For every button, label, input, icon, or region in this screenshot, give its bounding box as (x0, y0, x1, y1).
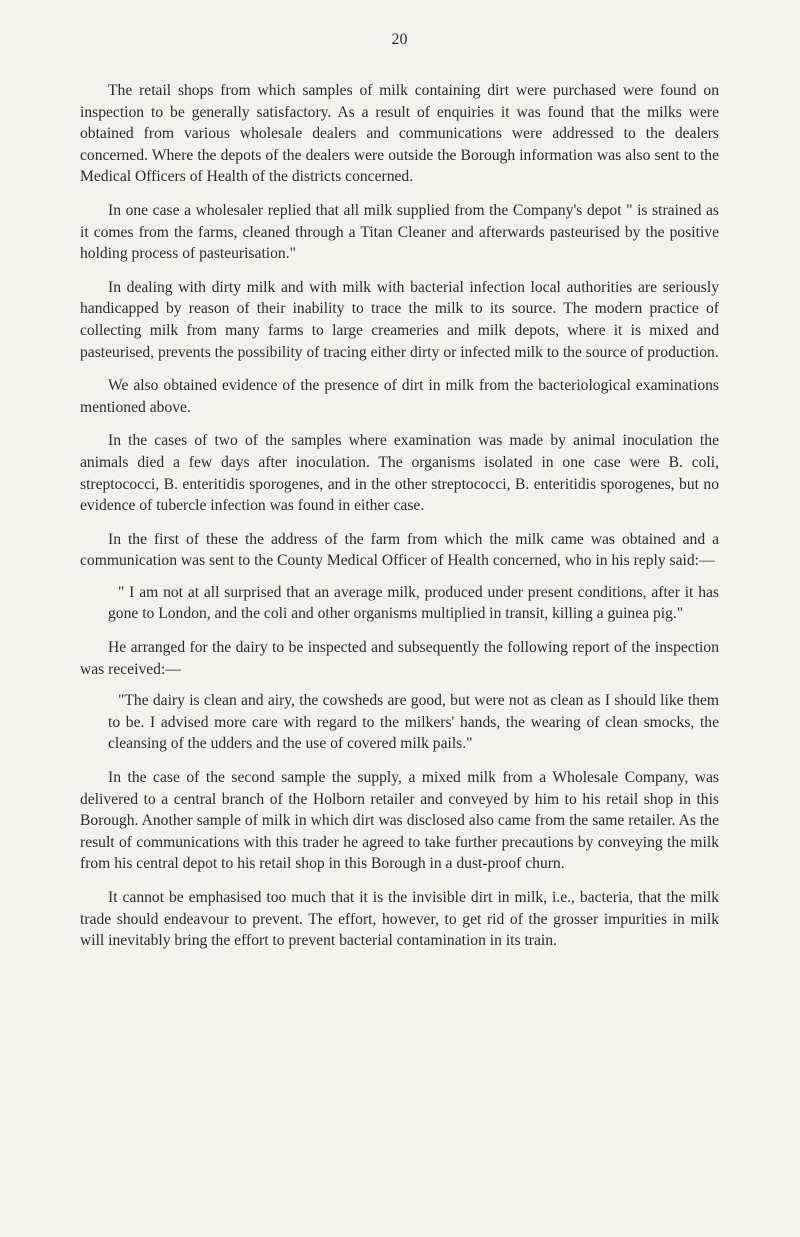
paragraph-first-sample: In the first of these the address of the farm from which the milk came was obtained and a communication was sent to the County Medical Officer of Health concerned, who in his reply said:— (80, 530, 719, 570)
quote-county-medical-officer: " I am not at all surprised that an average milk, produced under present conditions, after it has gone to London, and the coli and other organisms multiplied in transit, killing a guinea pig." (108, 583, 719, 623)
paragraph-animal-inoculation: In the cases of two of the samples where examination was made by animal inoculation the animals died a few days after inoculation. The organisms isolated in one case were B. coli, streptococci, B. enteritidis sporogenes, and in the other streptococci, B. enteritidis sporogenes, but no evidence of tubercle infection was found in either case. (80, 432, 719, 515)
page-number: 20 (391, 31, 408, 48)
paragraph-dairy-inspection: He arranged for the dairy to be inspected and subsequently the following report of the inspection was received:— (80, 639, 719, 678)
paragraph-invisible-dirt: It cannot be emphasised too much that it is the invisible dirt in milk, i.e., bacteria, that the milk trade should endeavour to prevent. The effort, however, to get rid of the grosser impurities in milk will inevitably bring the effort to prevent bacterial contamination in its train. (80, 889, 719, 950)
paragraph-dirty-milk-tracing: In dealing with dirty milk and with milk with bacterial infection local authorities are seriously handicapped by reason of their inability to trace the milk to its source. The modern practice of collecting milk from many farms to large creameries and milk depots, where it is mixed and pasteurised, prevents the possibility of tracing either dirty or infected milk to the source of production. (80, 278, 719, 361)
quote-inspection-report: "The dairy is clean and airy, the cowsheds are good, but were not as clean as I should like them to be. I advised more care with regard to the milkers' hands, the wearing of clean smocks, the cleansing of the udders and the use of covered milk pails." (108, 692, 719, 753)
paragraph-wholesaler-reply: In one case a wholesaler replied that all milk supplied from the Company's depot " is strained as it comes from the farms, cleaned through a Titan Cleaner and afterwards pasteurised by the positive holding process of pasteurisation." (80, 201, 719, 263)
paragraph-second-sample: In the case of the second sample the supply, a mixed milk from a Wholesale Company, was delivered to a central branch of the Holborn retailer and conveyed by him to his retail shop in this Borough. Another sample of milk in which dirt was disclosed also came from the same retailer. As the result of communications with this trader he agreed to take further precautions by conveying the milk from his central depot to his retail shop in this Borough in a dust-proof churn. (80, 769, 719, 873)
paragraph-retail-shops: The retail shops from which samples of milk containing dirt were purchased were found on inspection to be generally satisfactory. As a result of enquiries it was found that the milks were obtained from various wholesale dealers and communications were addressed to the dealers concerned. Where the depots of the dealers were outside the Borough information was also sent to the Medical Officers of Health of the districts concerned. (80, 82, 719, 186)
paragraph-bacteriological-evidence: We also obtained evidence of the presence of dirt in milk from the bacteriological examinations mentioned above. (80, 377, 719, 416)
